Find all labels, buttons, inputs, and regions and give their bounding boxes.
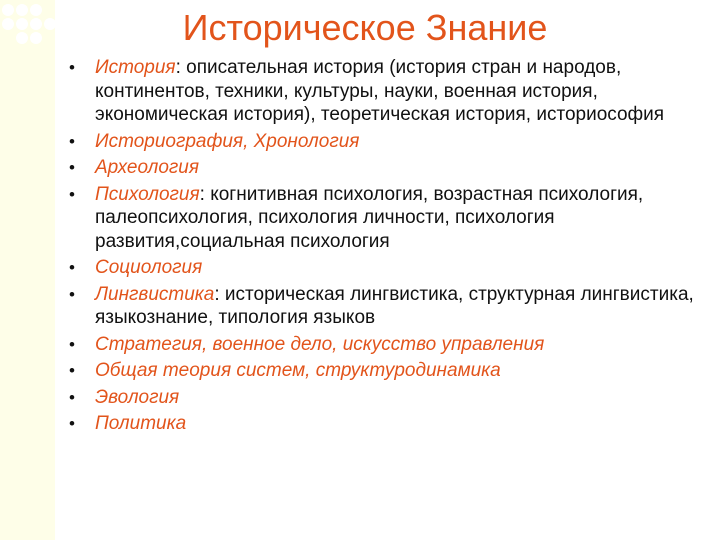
list-item bbox=[55, 156, 715, 180]
page-title: Историческое Знание bbox=[182, 7, 548, 48]
bullet-icon: • bbox=[69, 258, 75, 277]
bullet-icon: • bbox=[69, 58, 75, 77]
left-decorative-band bbox=[0, 0, 55, 540]
list-item bbox=[55, 183, 715, 254]
item-description: описательная история (история стран и народов, континентов, техники, культуры, науки, военная история, экономическая история), теоретическая история, историософия bbox=[95, 57, 665, 125]
item-term: История bbox=[95, 57, 176, 78]
list-item bbox=[55, 56, 715, 127]
list-item bbox=[55, 283, 715, 330]
item-description: историческая лингвистика, структурная лингвистика, языкознание, типология языков bbox=[95, 283, 694, 328]
item-description: когнитивная психология, возрастная психология, палеопсихология, психология личности, психология развития,социальная психология bbox=[95, 183, 644, 252]
bullet-icon: • bbox=[69, 158, 75, 177]
list-item bbox=[55, 412, 715, 436]
bullet-icon: • bbox=[69, 334, 75, 354]
item-separator: : bbox=[199, 183, 211, 205]
list-item bbox=[55, 130, 715, 154]
item-term: Психология bbox=[95, 183, 200, 205]
item-term: Лингвистика bbox=[95, 283, 215, 305]
topic-list bbox=[55, 56, 715, 439]
list-item bbox=[55, 333, 715, 357]
item-separator: : bbox=[214, 283, 225, 305]
list-item bbox=[55, 256, 715, 280]
bullet-icon: • bbox=[69, 361, 75, 380]
list-item bbox=[55, 386, 715, 410]
bullet-icon: • bbox=[69, 131, 75, 151]
bullet-icon: • bbox=[69, 414, 75, 433]
item-term: Стратегия, военное дело, искусство управления bbox=[95, 333, 545, 355]
item-term: Социология bbox=[95, 257, 203, 278]
list-item bbox=[55, 359, 715, 383]
bullet-icon: • bbox=[69, 184, 75, 204]
item-term: Археология bbox=[95, 157, 199, 178]
item-term: Эвология bbox=[95, 386, 180, 408]
bullet-icon: • bbox=[69, 387, 75, 407]
item-term: Общая теория систем, структуродинамика bbox=[95, 360, 501, 381]
bullet-icon: • bbox=[69, 284, 75, 304]
item-term: Историография, Хронология bbox=[95, 130, 360, 152]
item-term: Политика bbox=[95, 413, 187, 434]
item-separator: : bbox=[175, 57, 187, 78]
